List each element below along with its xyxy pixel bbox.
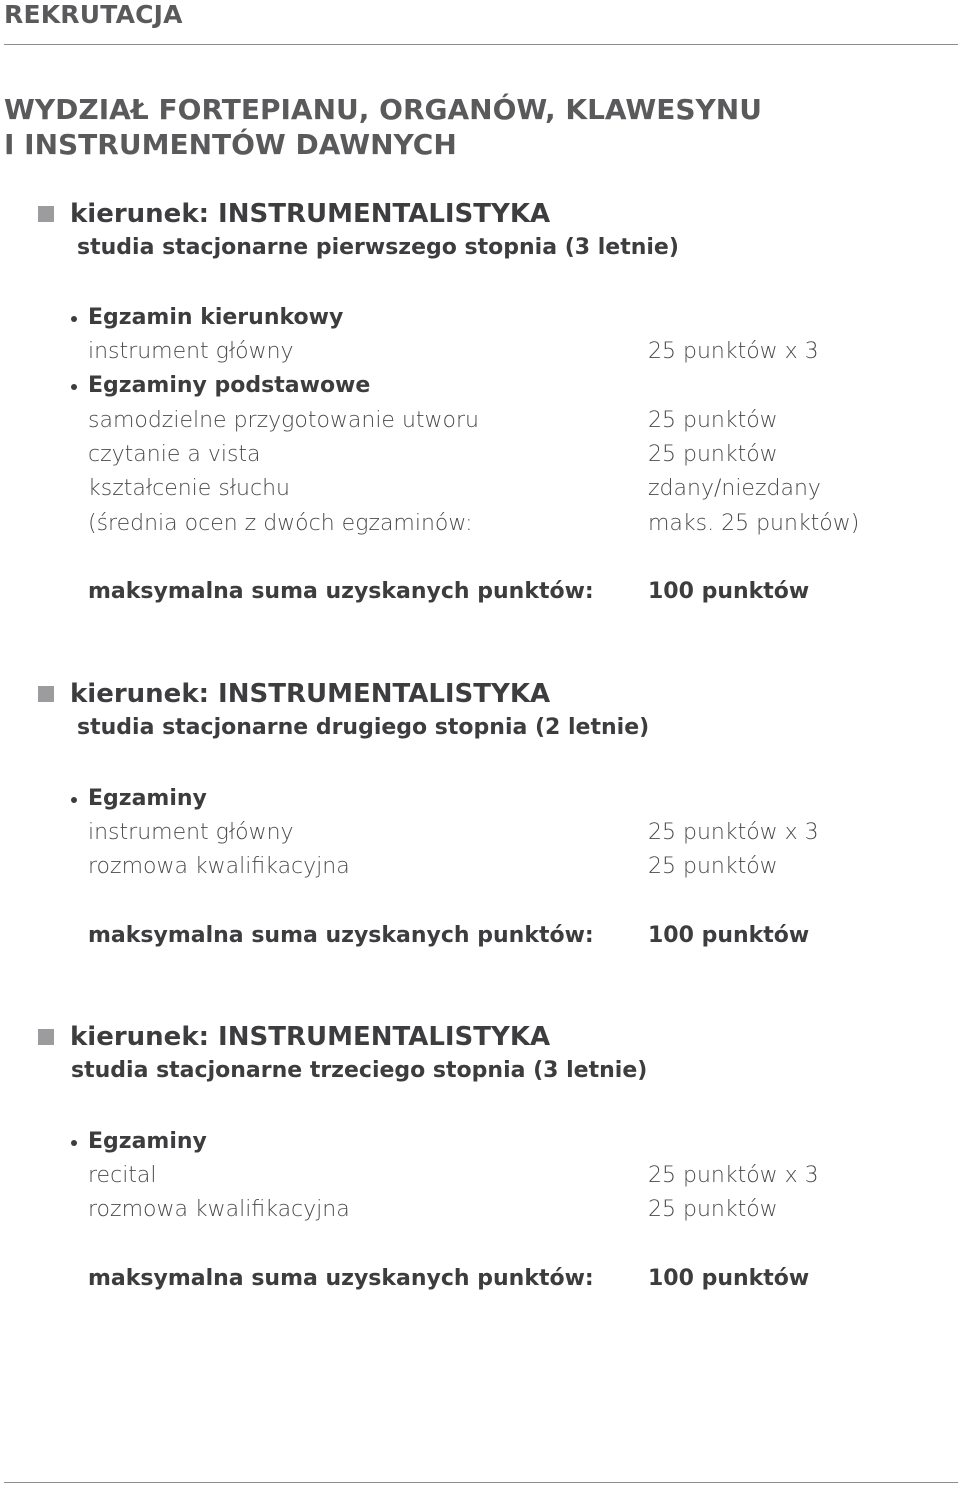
- max-points-label: maksymalna suma uzyskanych punktów:: [88, 923, 594, 948]
- bullet-dot-icon: [71, 797, 77, 803]
- square-bullet-icon: [38, 206, 54, 222]
- exam-group-heading: [0, 301, 960, 335]
- exam-item-row: [0, 850, 960, 884]
- max-points-label: maksymalna suma uzyskanych punktów:: [88, 579, 594, 604]
- exam-item-points: 25 punktów x 3: [648, 1163, 819, 1188]
- study-type-label: studia stacjonarne drugiego stopnia (2 letnie): [77, 715, 650, 740]
- exam-item-points: 25 punktów x 3: [648, 820, 819, 845]
- exam-item-label: rozmowa kwalifikacyjna: [88, 854, 350, 879]
- exam-item-points: 25 punktów: [648, 854, 778, 879]
- exam-item-label: instrument główny: [88, 820, 294, 845]
- exam-group-title: Egzaminy: [88, 786, 207, 811]
- section-heading: [38, 677, 550, 711]
- exam-group-heading: [0, 1125, 960, 1159]
- exam-item-row: [0, 404, 960, 438]
- field-of-study-label: kierunek: INSTRUMENTALISTYKA: [70, 1022, 551, 1052]
- page-header-title: REKRUTACJA: [4, 0, 183, 29]
- exam-item-label: rozmowa kwalifikacyjna: [88, 1197, 350, 1222]
- exam-item-points: maks. 25 punktów): [648, 511, 860, 536]
- exam-item-label: czytanie a vista: [88, 442, 261, 467]
- exam-item-row: [0, 472, 960, 506]
- square-bullet-icon: [38, 1029, 54, 1045]
- exam-item-row: [0, 1159, 960, 1193]
- exam-item-label: instrument główny: [88, 339, 294, 364]
- bullet-dot-icon: [71, 384, 77, 390]
- max-points-label: maksymalna suma uzyskanych punktów:: [88, 1266, 594, 1291]
- exam-item-points: 25 punktów: [648, 408, 778, 433]
- exam-group-title: Egzamin kierunkowy: [88, 305, 344, 330]
- square-bullet-icon: [38, 686, 54, 702]
- exam-item-row: [0, 438, 960, 472]
- max-points-value: 100 punktów: [648, 923, 810, 948]
- exam-item-label: recital: [88, 1163, 157, 1188]
- exam-item-label: kształcenie słuchu: [88, 476, 290, 501]
- bullet-dot-icon: [71, 316, 77, 322]
- field-of-study-label: kierunek: INSTRUMENTALISTYKA: [70, 199, 551, 229]
- max-points-value: 100 punktów: [648, 1266, 810, 1291]
- exam-item-row: [0, 507, 960, 541]
- exam-item-row: [0, 816, 960, 850]
- exam-group-heading: [0, 369, 960, 403]
- section-heading: [38, 197, 550, 231]
- exam-item-row: [0, 335, 960, 369]
- study-type-label: studia stacjonarne pierwszego stopnia (3 letnie): [77, 235, 679, 260]
- faculty-title-line-1: WYDZIAŁ FORTEPIANU, ORGANÓW, KLAWESYNU: [4, 93, 762, 126]
- section-heading: [38, 1020, 550, 1054]
- faculty-title: [4, 92, 762, 162]
- exam-item-points: zdany/niezdany: [648, 476, 821, 501]
- exam-item-points: 25 punktów x 3: [648, 339, 819, 364]
- bullet-dot-icon: [71, 1140, 77, 1146]
- footer-divider: [4, 1482, 958, 1483]
- study-type-label: studia stacjonarne trzeciego stopnia (3 letnie): [71, 1058, 648, 1083]
- faculty-title-line-2: I INSTRUMENTÓW DAWNYCH: [4, 128, 457, 161]
- max-points-row: [0, 1262, 960, 1296]
- exam-item-label: (średnia ocen z dwóch egzaminów:: [88, 511, 473, 536]
- exam-item-points: 25 punktów: [648, 1197, 778, 1222]
- max-points-value: 100 punktów: [648, 579, 810, 604]
- exam-group-heading: [0, 782, 960, 816]
- exam-group-title: Egzaminy: [88, 1129, 207, 1154]
- exam-group-title: Egzaminy podstawowe: [88, 373, 371, 398]
- exam-item-points: 25 punktów: [648, 442, 778, 467]
- exam-item-label: samodzielne przygotowanie utworu: [88, 408, 479, 433]
- max-points-row: [0, 919, 960, 953]
- exam-item-row: [0, 1193, 960, 1227]
- header-divider: [4, 44, 958, 45]
- field-of-study-label: kierunek: INSTRUMENTALISTYKA: [70, 679, 551, 709]
- max-points-row: [0, 575, 960, 609]
